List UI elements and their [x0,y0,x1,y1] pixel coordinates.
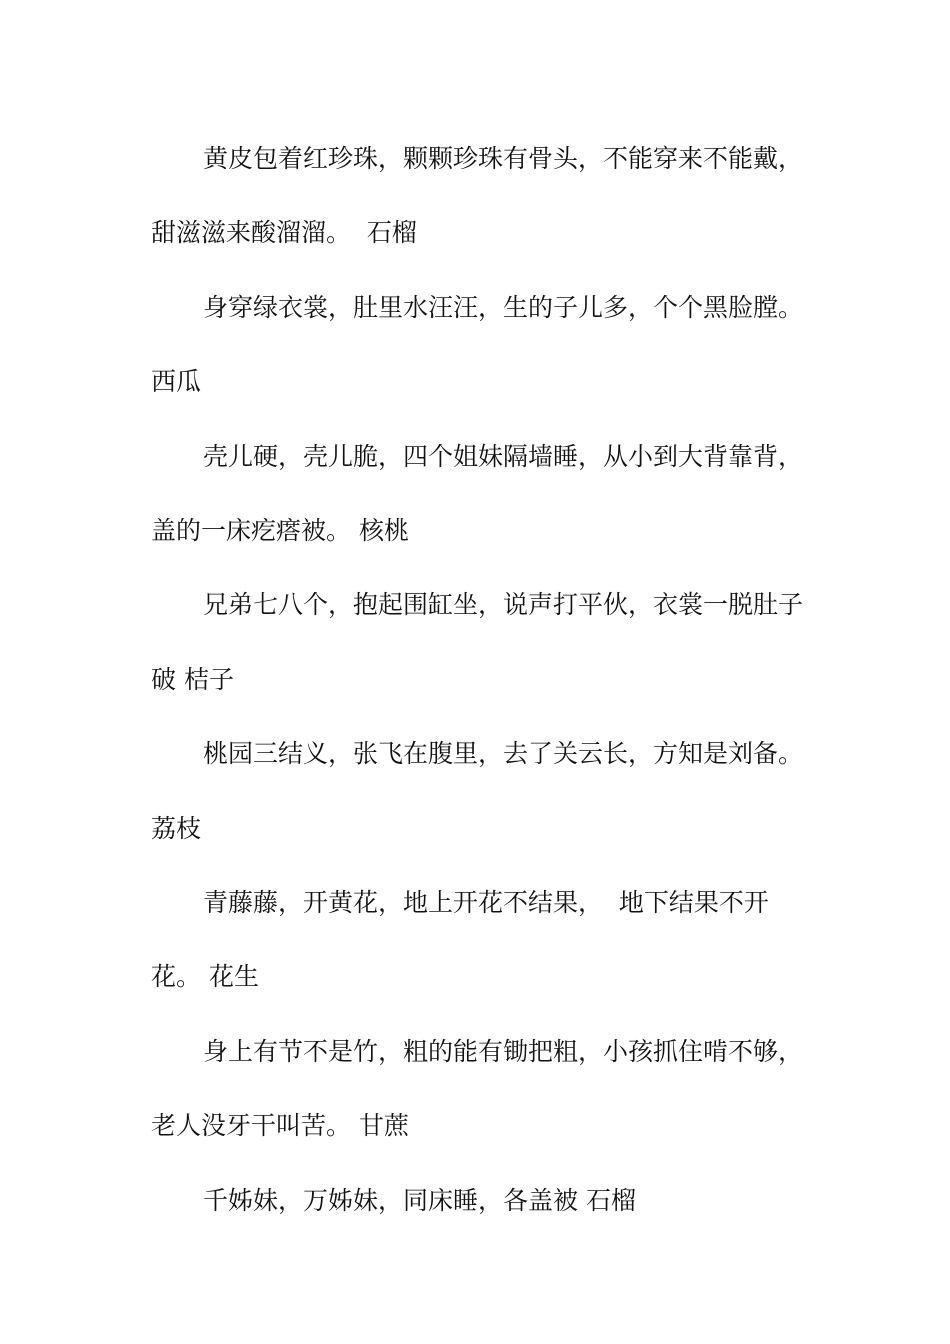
riddle-text: 花。 [151,962,202,992]
riddle-answer: 花生 [201,962,259,992]
riddle-answer: 石榴 [578,1185,636,1215]
riddle-text: 黄皮包着红珍珠，颗颗珍珠有骨头，不能穿来不能 [203,144,754,173]
riddle-paragraph [151,568,811,717]
riddle-answer: 甘蔗 [351,1111,409,1141]
riddle-paragraph [151,1164,811,1238]
riddle-text: 身穿绿衣裳，肚里水汪汪，生的子儿多，个个黑脸 [203,292,754,322]
riddle-text: 壳儿硬，壳儿脆，四个姐妹隔墙睡，从小到大背靠 [203,441,754,471]
riddle-paragraph [151,420,811,569]
riddle-answer: 桔子 [176,664,234,694]
riddle-text: 背，盖的一床疙瘩被。 [151,441,804,546]
riddle-text: 膛。 [753,292,804,322]
riddle-answer: 西瓜 [151,292,811,397]
riddle-text: 子破 [151,590,804,694]
riddle-answer: 石榴 [351,218,417,248]
riddle-paragraph [151,271,811,420]
riddle-text: 备。 [753,739,804,769]
riddle-text: 千姊妹，万姊妹，同床睡，各盖被 [203,1185,579,1215]
riddle-answer: 核桃 [351,516,409,546]
riddle-paragraph [151,1015,811,1164]
riddle-text: 身上有节不是竹，粗的能有锄把粗，小孩抓住啃不 [203,1036,754,1066]
riddle-paragraph [151,866,811,1015]
riddle-text: 戴，甜滋滋来酸溜溜。 [151,144,804,248]
riddle-list [151,122,811,1238]
riddle-text: 桃园三结义，张飞在腹里，去了关云长，方知是刘 [203,739,754,769]
riddle-text: 青藤藤，开黄花，地上开花不结果， 地下结果不开 [203,888,769,918]
riddle-paragraph [151,717,811,866]
riddle-paragraph [151,122,811,271]
riddle-text: 够，老人没牙干叫苦。 [151,1036,804,1141]
riddle-text: 兄弟七八个，抱起围缸坐，说声打平伙，衣裳一脱肚 [203,590,779,620]
riddle-answer: 荔枝 [151,739,811,843]
